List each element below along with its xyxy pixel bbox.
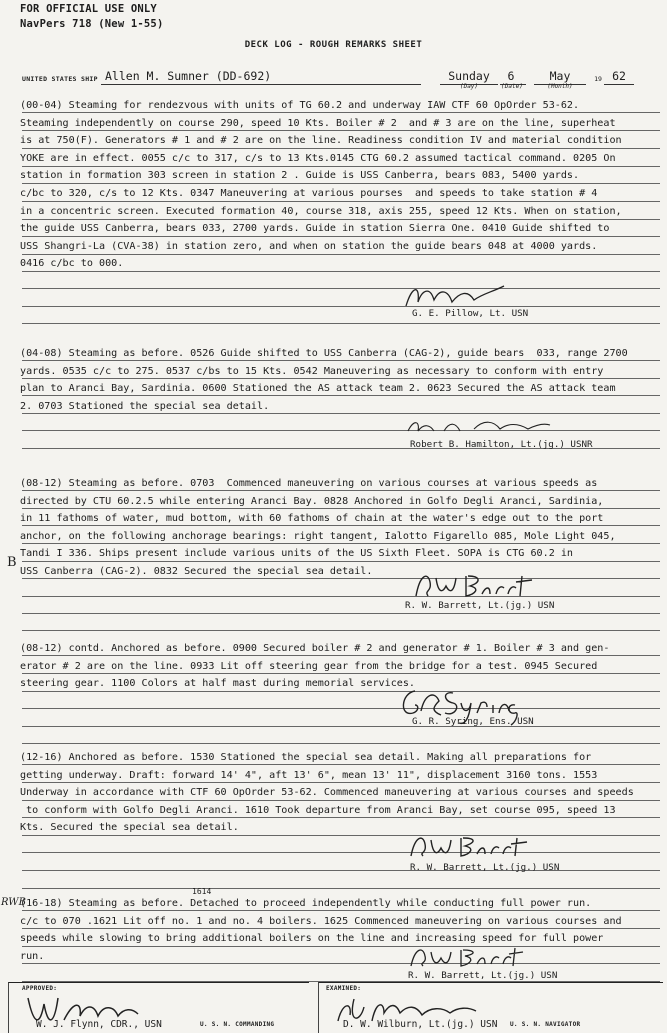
- year-prefix: 19: [594, 75, 602, 83]
- entry-line: c/c to 070 .1621 Lit off no. 1 and no. 4 boilers. 1625 Commenced maneuvering on various courses and: [20, 915, 622, 927]
- log-entry-08-12-contd: [20, 640, 660, 693]
- ship-label: UNITED STATES SHIP: [22, 75, 98, 83]
- entry-line: (16-18) Steaming as before. Detached to proceed independently while conducting full power run.: [20, 898, 592, 909]
- ruled-line: [22, 888, 660, 889]
- entry-line: getting underway. Draft: forward 14' 4", aft 13' 6", mean 13' 11", displacement 3160 tons. 1553: [20, 769, 598, 781]
- ruled-line: [22, 708, 660, 709]
- signature-barrett-3: [405, 944, 525, 972]
- approved-caption: U. S. N. COMMANDING: [200, 1021, 275, 1028]
- classification-label: FOR OFFICIAL USE ONLY: [20, 3, 157, 15]
- entry-line: YOKE are in effect. 0055 c/c to 317, c/s to 13 Kts.0145 CTG 60.2 assumed tactical command. 0205 On: [20, 152, 616, 164]
- entry-line: yards. 0535 c/c to 275. 0537 c/bs to 15 Kts. 0542 Maneuvering as necessary to conform with entry: [20, 365, 604, 377]
- entry-line: plan to Aranci Bay, Sardinia. 0600 Stationed the AS attack team 2. 0623 Secured the AS attack team: [20, 383, 616, 395]
- entry-line: station in formation 303 screen in station 2 . Guide is USS Canberra, bears 083, 5400 yards.: [20, 170, 580, 182]
- ruled-line: [22, 743, 660, 744]
- entry-line: Underway in accordance with CTF 60 OpOrder 53-62. Commenced maneuvering at various courses and speeds: [20, 787, 634, 799]
- entry-line: 2. 0703 Stationed the special sea detail.: [20, 400, 270, 412]
- sheet-title: DECK LOG - ROUGH REMARKS SHEET: [244, 40, 423, 50]
- entry-line: in a concentric screen. Executed formation 40, course 318, axis 255, speed 12 Kts. When on station,: [20, 205, 622, 217]
- month-caption: (Month): [547, 83, 573, 90]
- entry-line: (00-04) Steaming for rendezvous with units of TG 60.2 and underway IAW CTF 60 OpOrder 53-62.: [20, 100, 580, 111]
- signature-name-12-16: R. W. Barrett, Lt.(jg.) USN: [410, 862, 560, 873]
- entry-line: (12-16) Anchored as before. 1530 Stationed the special sea detail. Making all preparations for: [20, 752, 592, 763]
- ruled-line: [22, 430, 660, 431]
- entry-line: c/bc to 320, c/s to 12 Kts. 0347 Maneuvering at various pourses and speeds to take station # 4: [20, 187, 598, 199]
- ship-underline: [101, 84, 421, 85]
- day-name: Sunday: [448, 69, 490, 83]
- date-caption: (Date): [501, 83, 523, 90]
- form-number: NavPers 718 (New 1-55): [20, 18, 164, 30]
- ruled-line: [22, 288, 660, 289]
- entry-line: Kts. Secured the special sea detail.: [20, 822, 239, 834]
- day-number: 6: [507, 69, 515, 83]
- signature-name-00-04: G. E. Pillow, Lt. USN: [412, 308, 529, 319]
- entry-line: to conform with Golfo Degli Aranci. 1610 Took departure from Aranci Bay, set course 095, speed 13: [20, 804, 616, 816]
- year-underline: [604, 84, 634, 85]
- entry-line: erator # 2 are on the line. 0933 Lit off steering gear from the bridge for a test. 0945 Secured: [20, 660, 598, 672]
- ruled-line: [22, 613, 660, 614]
- entry-line: 0416 c/bc to 000.: [20, 258, 124, 270]
- entry-line: the guide USS Canberra, bears 033, 2700 yards. Guide in station Sierra One. 0410 Guide shifted to: [20, 223, 610, 235]
- ruled-line: [22, 306, 660, 307]
- examined-name: D. W. Wilburn, Lt.(jg.) USN: [343, 1019, 498, 1030]
- ruled-line: [22, 852, 660, 853]
- ship-name: Allen M. Sumner (DD-692): [105, 69, 272, 83]
- entry-line: in 11 fathoms of water, mud bottom, with 60 fathoms of chain at the water's edge out to the port: [20, 513, 604, 525]
- margin-mark-initials: RWB: [1, 897, 26, 908]
- inserted-time: 1614: [192, 887, 212, 896]
- ruled-line: [22, 870, 660, 871]
- signature-barrett-2: [405, 830, 535, 862]
- examined-label: EXAMINED:: [326, 985, 362, 992]
- signature-name-04-08: Robert B. Hamilton, Lt.(jg.) USNR: [410, 439, 593, 450]
- log-entry-04-08: [20, 345, 660, 415]
- entry-line: (04-08) Steaming as before. 0526 Guide shifted to USS Canberra (CAG-2), guide bears 033, range 2700: [20, 348, 628, 359]
- entry-line: Tandi I 336. Ships present include various units of the US Sixth Fleet. SOPA is CTG 60.2 in: [20, 548, 574, 560]
- entry-line: Steaming independently on course 290, speed 10 Kts. Boiler # 2 and # 3 are on the line, superheat: [20, 117, 616, 129]
- entry-line: speeds while slowing to bring additional boilers on the line and increasing speed for full power: [20, 933, 604, 945]
- examined-caption: U. S. N. NAVIGATOR: [510, 1021, 581, 1028]
- signature-hamilton: [404, 415, 554, 439]
- entry-line: (08-12) contd. Anchored as before. 0900 Secured boiler # 2 and generator # 1. Boiler # 3 and gen-: [20, 643, 610, 654]
- approved-label: APPROVED:: [22, 985, 58, 992]
- signature-barrett-1: [410, 568, 540, 602]
- approved-name: W. J. Flynn, CDR., USN: [36, 1019, 162, 1030]
- margin-mark-b: B: [7, 555, 17, 570]
- ruled-line: [22, 596, 660, 597]
- entry-line: USS Canberra (CAG-2). 0832 Secured the special sea detail.: [20, 565, 373, 577]
- log-entry-16-18: [20, 895, 660, 965]
- month: May: [549, 69, 571, 83]
- day-caption: (Day): [459, 83, 479, 90]
- log-entry-08-12: [20, 475, 660, 581]
- entry-line: steering gear. 1100 Colors at half mast during memorial services.: [20, 678, 416, 690]
- log-entry-12-16: [20, 749, 660, 837]
- entry-line: USS Shangri-La (CVA-38) in station zero, and when on station the guide bears 048 at 4000 yards.: [20, 240, 598, 252]
- log-entry-00-04: [20, 97, 660, 273]
- entry-line: (08-12) Steaming as before. 0703 Commenced maneuvering on various courses at various speeds as: [20, 478, 598, 489]
- ruled-line: [22, 726, 660, 727]
- entry-line: directed by CTU 60.2.5 while entering Aranci Bay. 0828 Anchored in Golfo Degli Aranci, Sardinia,: [20, 495, 604, 507]
- ruled-line: [22, 630, 660, 631]
- signature-name-08-12: R. W. Barrett, Lt.(jg.) USN: [405, 600, 555, 611]
- year: 62: [612, 69, 626, 83]
- signature-name-08-12-contd: G. R. Syring, Ens. USN: [412, 716, 534, 727]
- ruled-line: [22, 323, 660, 324]
- entry-line: run.: [20, 950, 45, 962]
- entry-line: anchor, on the following anchorage bearings: right tangent, Ialotto Figarello 085, Mole Light 045,: [20, 530, 616, 542]
- signature-name-16-18: R. W. Barrett, Lt.(jg.) USN: [408, 970, 558, 981]
- entry-line: is at 750(F). Generators # 1 and # 2 are on the line. Readiness condition IV and material condition: [20, 135, 622, 147]
